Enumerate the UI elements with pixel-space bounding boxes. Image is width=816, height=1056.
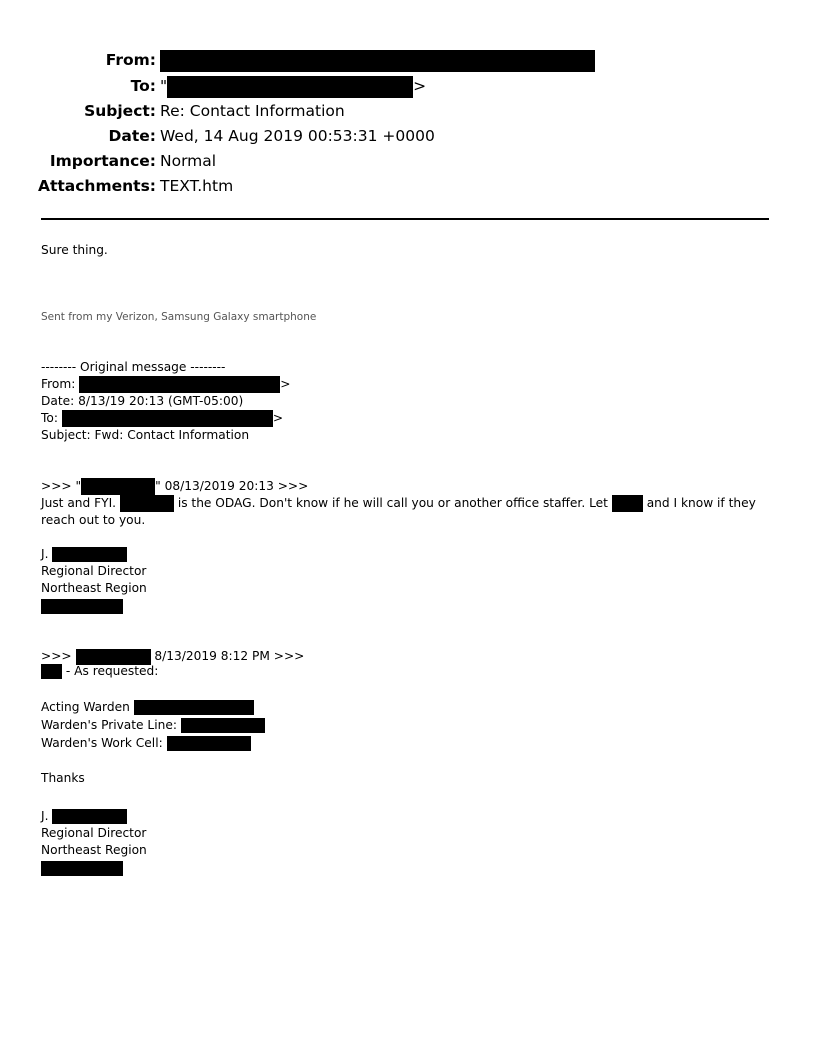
header-importance-row [0, 149, 816, 173]
fwd1-sig-redaction [41, 598, 123, 615]
redaction-block [52, 547, 127, 562]
header-divider [41, 218, 769, 220]
from-value [160, 48, 595, 72]
importance-value: Normal [160, 152, 217, 170]
header-to-row [0, 74, 816, 98]
redaction-block [167, 736, 251, 751]
original-from-close: > [280, 377, 291, 391]
fwd1-sig-initial: J. [41, 547, 49, 561]
redaction-block [41, 861, 123, 876]
fwd2-requested: - As requested: [65, 664, 159, 678]
fwd2-sig-redaction [41, 860, 123, 877]
original-to-line [41, 410, 283, 427]
original-from-label: From: [41, 377, 76, 391]
fwd2-private-line [41, 717, 265, 734]
fwd2-work-cell-label: Warden's Work Cell: [41, 736, 163, 750]
redaction-block [52, 809, 127, 824]
original-to-label: To: [41, 411, 58, 425]
original-subject-line: Subject: Fwd: Contact Information [41, 428, 250, 442]
fwd1-suffix: " 08/13/2019 20:13 >>> [155, 479, 309, 493]
redaction-block [120, 495, 174, 512]
reply-text: Sure thing. [41, 243, 108, 257]
original-from-line [41, 376, 290, 393]
subject-value: Re: Contact Information [160, 102, 345, 120]
fwd2-requested-line [41, 663, 158, 680]
header-date-row [0, 124, 816, 148]
reply-signature: Sent from my Verizon, Samsung Galaxy smartphone [41, 311, 317, 323]
fwd2-private-line-label: Warden's Private Line: [41, 718, 177, 732]
redaction-block [160, 50, 595, 72]
redaction-block [134, 700, 254, 715]
to-label: To: [130, 77, 156, 95]
fwd2-acting-warden-line [41, 699, 254, 716]
fwd1-line2: reach out to you. [41, 513, 146, 527]
fwd2-sig-title: Regional Director [41, 826, 147, 840]
redaction-block [41, 664, 62, 679]
attachments-label: Attachments: [37, 177, 156, 195]
fwd2-work-cell-line [41, 735, 251, 752]
original-separator: -------- Original message -------- [41, 360, 226, 374]
fwd2-prefix: >>> [41, 649, 72, 663]
original-to-close: > [272, 411, 284, 425]
date-value: Wed, 14 Aug 2019 00:53:31 +0000 [160, 127, 435, 145]
attachments-value: TEXT.htm [160, 177, 234, 195]
fwd1-sig-title: Regional Director [41, 564, 147, 578]
header-subject-row [0, 99, 816, 123]
fwd2-acting-warden: Acting Warden [41, 700, 130, 714]
original-date-line: Date: 8/13/19 20:13 (GMT-05:00) [41, 394, 244, 408]
fwd1-sig-initial-line [41, 546, 127, 563]
fwd1-line1-b: is the ODAG. Don't know if he will call you or another office staffer. Let [177, 496, 608, 510]
to-close-bracket: > [413, 77, 427, 95]
redaction-block [79, 376, 280, 393]
fwd2-thanks: Thanks [41, 771, 85, 785]
fwd1-line1-a: Just and FYI. [41, 496, 117, 510]
fwd2-sig-region: Northeast Region [41, 843, 147, 857]
fwd1-prefix: >>> " [41, 479, 82, 493]
from-label: From: [105, 51, 156, 69]
fwd2-sig-initial: J. [41, 809, 49, 823]
redaction-block [181, 718, 265, 733]
fwd2-sig-initial-line [41, 808, 127, 825]
subject-label: Subject: [84, 102, 156, 120]
date-label: Date: [108, 127, 156, 145]
redaction-block [41, 599, 123, 614]
redaction-block [62, 410, 273, 427]
fwd1-sig-region: Northeast Region [41, 581, 147, 595]
to-open-quote: " [160, 77, 168, 95]
fwd1-line1-c: and I know if they [646, 496, 756, 510]
redaction-block [81, 478, 155, 495]
redaction-block [167, 76, 413, 98]
fwd2-suffix: 8/13/2019 8:12 PM >>> [154, 649, 305, 663]
header-attachments-row [0, 174, 816, 198]
importance-label: Importance: [49, 152, 156, 170]
fwd1-line1 [41, 495, 756, 512]
fwd1-header-line [41, 478, 308, 495]
to-value [160, 74, 426, 98]
header-from-row [0, 48, 816, 72]
redaction-block [612, 495, 643, 512]
